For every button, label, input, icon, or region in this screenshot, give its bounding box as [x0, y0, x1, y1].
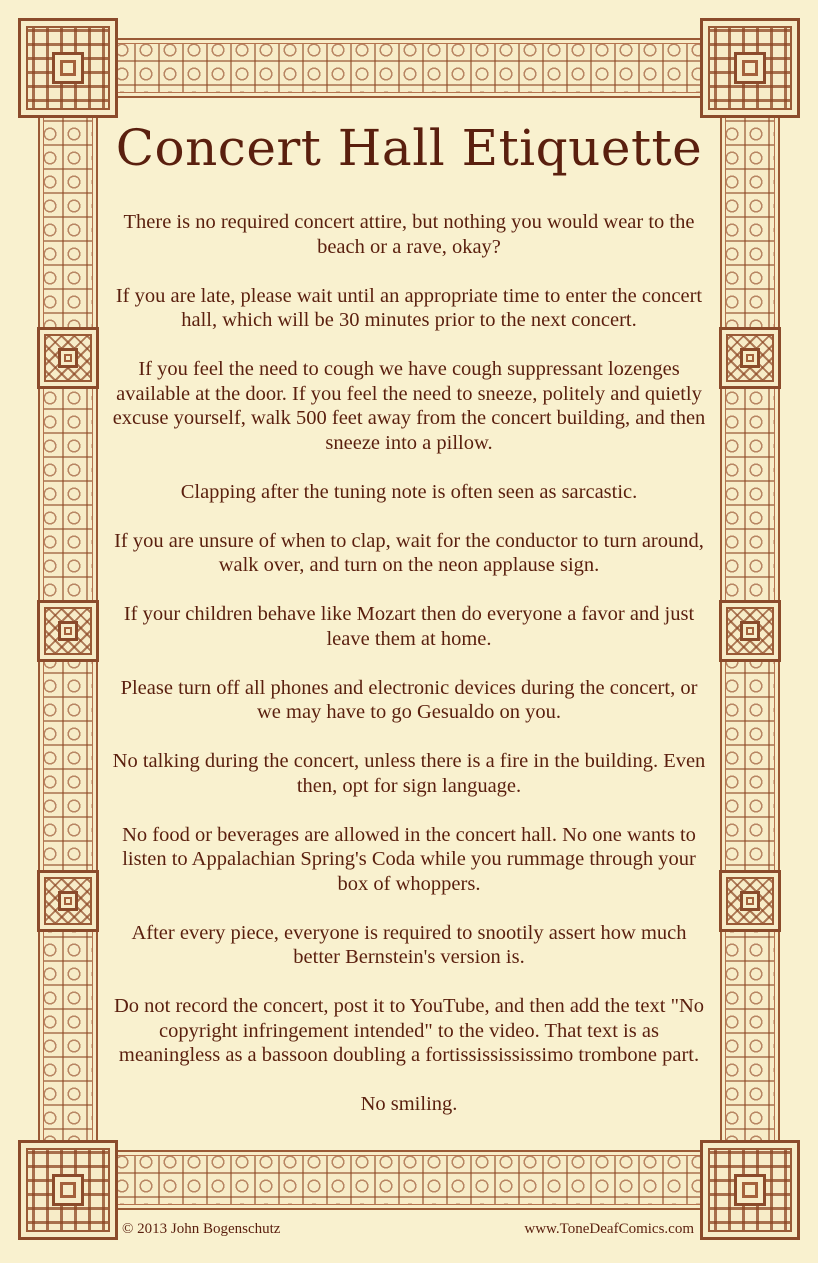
etiquette-rule: Do not record the concert, post it to YouTube, and then add the text "No copyright infringement intended" to the video. That text is as meaningless as a bassoon doubling a fortississississimo trombone part. [113, 995, 705, 1066]
corner-knot-top-right [700, 18, 800, 118]
etiquette-rule: If you are late, please wait until an appropriate time to enter the concert hall, which will be 30 minutes prior to the next concert. [115, 284, 703, 331]
etiquette-rules-list [108, 210, 710, 1141]
etiquette-rule: No food or beverages are allowed in the concert hall. No one wants to listen to Appalachian Spring's Coda while you rummage through your box of whoppers. [122, 823, 696, 895]
ornamental-border-bottom [110, 1150, 708, 1210]
etiquette-rule: Clapping after the tuning note is often seen as sarcastic. [180, 480, 638, 503]
etiquette-rule: If you feel the need to cough we have cough suppressant lozenges available at the door. If you feel the need to sneeze, politely and quietly excuse yourself, walk 500 feet away from the concert building, and then sneeze into a pillow. [112, 358, 706, 454]
border-medallion [719, 600, 781, 662]
etiquette-rule: There is no required concert attire, but nothing you would wear to the beach or a rave, okay? [123, 211, 695, 258]
etiquette-rule: If you are unsure of when to clap, wait for the conductor to turn around, walk over, and turn on the neon applause sign. [114, 529, 704, 576]
border-medallion [37, 327, 99, 389]
etiquette-rule: If your children behave like Mozart then do everyone a favor and just leave them at home. [123, 603, 695, 650]
border-medallion [37, 600, 99, 662]
border-medallion [719, 327, 781, 389]
website-url: www.ToneDeafComics.com [524, 1221, 694, 1237]
ornamental-border-top [110, 38, 708, 98]
etiquette-rule: No talking during the concert, unless there is a fire in the building. Even then, opt for sign language. [112, 750, 706, 797]
etiquette-rule: After every piece, everyone is required to snootily assert how much better Bernstein's version is. [131, 921, 687, 968]
corner-knot-bottom-right [700, 1140, 800, 1240]
copyright-notice: © 2013 John Bogenschutz [122, 1221, 281, 1237]
corner-knot-top-left [18, 18, 118, 118]
border-medallion [719, 870, 781, 932]
border-medallion [37, 870, 99, 932]
etiquette-rule: Please turn off all phones and electronic devices during the concert, or we may have to go Gesualdo on you. [120, 676, 698, 723]
etiquette-rule: No smiling. [360, 1093, 458, 1115]
corner-knot-bottom-left [18, 1140, 118, 1240]
page-title: Concert Hall Etiquette [115, 119, 703, 177]
